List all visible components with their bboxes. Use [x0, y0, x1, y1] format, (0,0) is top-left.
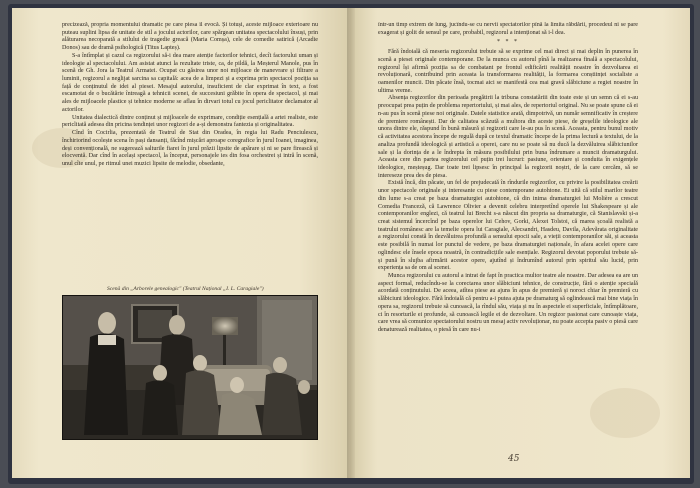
paragraph: Absența regizorilor din perioada pregătirii la tribuna constatăriii din toate este și un semn că ei s-au preocupat prea puțin de problema repertoriului, și mai ales, de repertoriul original. Nu se poate spune că ei n-au pus în scenă piese noi originale. Datele statistice arată, dimpotrivă, un număr semnificativ în creștere de premiere românești. Dar de calitatea scăzută a multora din aceste piese, de greșelile ideologice ale unora dintre ele, răspund în bună măsură și regizorii care le-au pus în scenă. Aceasta, pentru bunul motiv că activitatea acestora începe de regulă după ce textul dramatic începe de la prima lectură a textului, de la analiza profundă ideologică și artistică a operei, care nu se poate să nu ducă la dezvăluirea slăbiciunilor sale și la dorința de a le îndrepta în măsura posibilului prin buna îndrumare a muncii dramaturgului. Aceasta cere din partea regizorului cel puțin trei lucruri: pasiune, orientare și conduita în exigențele ideologice, meșteșug. Dar toate trei lipsesc în principal la regizorii noștri, de la care cercăm, să se intereseze prea des de piesa.: [378, 95, 638, 179]
paragraph: Unitatea dialectică dintre conținut și mijloacele de exprimare, condiție esențială a artei realiste, este periclitată adesea din pricina tendinței unor regizori de a-și demonstra fantezia și originalitatea.: [62, 114, 318, 129]
section-divider: * * *: [497, 39, 519, 46]
paragraph: S-a întîmplat și cazul ca regizorului să-i dea mare atenție factorilor tehnici, decît factorului uman și ideologie al spectacolului. Am asistat atunci la rezultate triste, ca, de pildă, la Meșterul Manole, pus în scenă de Gh. Jora la Teatrul Armatei. Ocupat cu găsirea unor noi mijloace de manevrare și filtrare a luminii, regizorul a neglijat sarcina sa capitală: acea de a limpezi și a exprima prin spectacol poziția sa față de conținutul de idei al piesei. Mesajul autorului, insuficient de clar exprimat în text, a fost escamotat de o bucătărie întreagă a tehnicii scenei, de succesiuni grăbite în opera de spectacol, și mai ales de mijloacele plastice și tehnice moderne se aflau în dirvari totul cu jocul periclitator declamator al actorilor.: [62, 52, 318, 113]
left-page: [12, 8, 350, 478]
paragraph: Cînd în Cocirlia, prezentată de Teatrul de Stat din Oradea, în regia lui Radu Penciulescu, închiriorind ocolește scena în pași dansanți, făcînd mișcări aproape coregrafice în jurul Ioanei, imaginea, deși convențională, ne sugerează salturile fiarei în jurul prăzii lipsite de apărare și ni se pare firească și elocventă. Dar cînd în același spectacol, la început, personajele ies din fosa orchestrei și intră în scenă, unul cîte unul, pe ritmul unei muzici lipsite de melodie, obsedante,: [62, 130, 318, 167]
paragraph: într-un timp extrem de lung, jucîndu-se cu nervii spectatorilor pînă la limita răbdării, procedeul ni se pare exagerat și golit de sensul pe care, probabil, regizorul a intenționat să i-l dea.: [378, 22, 638, 36]
left-page-text: [62, 22, 318, 274]
right-page: [350, 8, 690, 478]
paragraph: precizează, propria momentului dramatic pe care piesa îl evocă. Și totuși, aceste mijloace exterioare nu puteau suplini lipsa de unitate de stil a jocului actorilor, care spărgean unitatea spectacolului însuși, prin alăturarea necoparată a stilului de tragedie greacă (Maria Comșa), cele de comedie satirică (Arcadie Donos) sau de dramă psihologică (Titus Lapteș).: [62, 22, 318, 52]
right-page-text: [378, 22, 638, 454]
paragraph: Există încă, din păcate, un fel de prejudecată în rîndurile regizorilor, cu privire la posibilitatea creării unor spectacole originale și interesante cu piese contemporane autohtone. Ei uită că stilul marilor teatre din lume s-a creat pe baza dramaturgiei autohtone, că din inima dramaturgiei lui Molière a crescut Comedia Franceză, că Lawrence Olivier a devenit celebru interpretînd operele lui Shakespeare și ale contemporanilor englezi, că teatrul lui Brecht s-a născut din propria sa dramaturgie, că Stanislavski și-a creat sistemul încercînd pe baza operelor lui Cehov, Gorki, Alexei Tolstoi, că marea școală realistă a teatrului românesc are la temelie opera lui Caragiale, Alecsandri, Hasdeu, Davila, Adevărata originalitate a regizorului constă în dezvăluirea profundă a sensului epocii sale, a vieții contemporanilor săi, și aceasta este posibilă în numai lor punctul de vedere, pe baza dramaturgiei naționale, în afara acelei opere care oglindesc ele însele epoca noastră, în contradicțiile sale esențiale. Regizorul devotat poporului trebuie să-și pună în slujba afirmării acestor opere, ajutînd și îndrumînd autorul prin spiritul său lucid, prin experiența sa de om al scenei.: [378, 180, 638, 272]
paragraph: Munca regizorului cu autorul a intrat de fapt în practica multor teatre ale noastre. Dar adesea ea are un aspect formal, reducîndu-se la corectarea unor slăbiciuni tehnice, de construcție, fără o atenție specială acordată conținutului. De aceea, atîtea piese au ajuns în apus de premieră și noroci chiar în premieră cu slăbiciuni ideologice. Fără îndoială că pentru a-i putea ajuta pe dramaturg să oglindească mai bine viața în opera sa, regizorul trebuie să cunoască, la rîndul său, viața și nu în aspectele ei superficiale, întîmplătoare, ci în resorturile ei profunde, să cunoască legile ei de dezvoltare. Un regizor pasionat care cunoaște viața, care vrea să comunice spectatorului nostru un mesaj activ revoluționar, nu poate accepta pasiv o piesă care denaturează realitatea, o piesă în care nu-i: [378, 273, 638, 334]
photo-caption: Scenă din „Arborele genealogic" (Teatrul Național „I. L. Caragiale"): [107, 286, 264, 292]
stage-photo-image: [62, 295, 318, 440]
stage-photo: [62, 295, 318, 440]
open-book: [12, 8, 690, 478]
book-gutter: [347, 8, 355, 478]
paragraph: Fără îndoială că meseria regizorului trebuie să se exprime cel mai direct și mai deplin în punerea în scenă a piesei originale contemporane. De la munca cu autorul pînă la realizarea finală a spectacolului, regizorul își afirmă poziția sa de combatant pe frontul edificării realității noastre în dezvoltarea ei revoluționară, contribuind prin aceasta la transformarea realității, la formarea conștiinței socialiste a oamenilor muncii. Din păcate însă, tocmai aici se manifestă cea mai gravă slăbiciune a regiei noastre în ultima vreme.: [378, 49, 638, 94]
page-number: 45: [508, 454, 520, 464]
